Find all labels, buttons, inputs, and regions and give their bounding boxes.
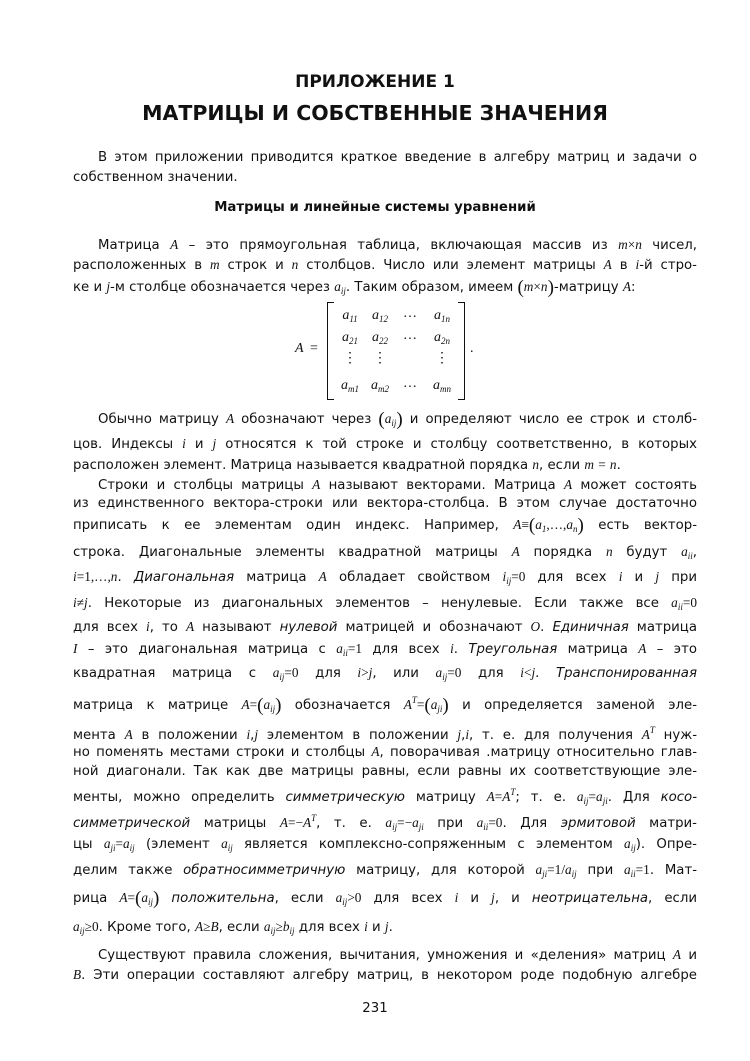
text-line: Обычно матрицу A обозначают через $(a_{ij})$ и определяют число ее строк и столб-	[98, 409, 697, 430]
matrix-cell: ⋮	[373, 351, 387, 366]
matrix-cell: $a_{21}$	[342, 330, 358, 346]
intro-line-2: собственном значении.	[73, 170, 238, 185]
text-line: симметрической матрицы $A=-A^T$, т. е. $a_{ij}=-a_{ji}$ при $a_{ii}=0$. Для эрмитовой матри-	[73, 813, 697, 832]
matrix-cell: $a_{mn}$	[433, 378, 451, 394]
matrix-lhs: A	[295, 341, 304, 356]
text-line: матрица к матрице $A=(a_{ij})$ обозначается $A^T=(a_{ji})$ и определяется заменой эле-	[73, 695, 697, 716]
text-line: расположенных в m строк и n столбцов. Число или элемент матрицы A в i-й стро-	[73, 257, 697, 273]
text-line: расположен элемент. Матрица называется квадратной порядка n, если m = n.	[73, 457, 621, 473]
matrix-cell: $a_{1n}$	[434, 308, 450, 324]
text-line: $a_{ij}\ge 0$. Кроме того, A≥B, если $a_{ij}\ge b_{ij}$ для всех i и j.	[73, 919, 393, 936]
text-line: менты, можно определить симметрическую матрицу $A=A^T$; т. е. $a_{ij}=a_{ji}$. Для косо-	[73, 787, 697, 806]
text-line: Существуют правила сложения, вычитания, умножения и «деления» матриц A и	[98, 947, 697, 963]
matrix-cell: $a_{11}$	[342, 308, 358, 324]
matrix-cell: …	[403, 328, 417, 343]
matrix-cell: $a_{22}$	[372, 330, 388, 346]
intro-line-1: В этом приложении приводится краткое введение в алгебру матриц и задачи о	[98, 150, 697, 165]
text-line: для всех i, то A называют нулевой матрицей и обозначают O. Единичная матрица	[73, 619, 698, 635]
text-line: цов. Индексы i и j относятся к той строке и столбцу соответственно, в которых	[73, 436, 697, 452]
text-line: цы $a_{ji}=a_{ij}$ (элемент $a_{ij}$ является комплексно-сопряженным с элементом $a_{ij}$). Опре-	[73, 836, 697, 853]
text-line: Матрица A – это прямоугольная таблица, включающая массив из m×n чисел,	[98, 237, 698, 253]
matrix-cell: $a_{m2}$	[371, 378, 389, 394]
section-heading: Матрицы и линейные системы уравнений	[214, 200, 536, 215]
text-line: i≠j. Некоторые из диагональных элементов – ненулевые. Если также все $a_{ii}=0$	[73, 595, 697, 612]
text-line: i=1,…,n. Диагональная матрица A обладает свойством $i_{ij}=0$ для всех i и j при	[73, 569, 697, 586]
matrix-cell: …	[403, 306, 417, 321]
matrix-cell: $a_{12}$	[372, 308, 388, 324]
matrix-cell: …	[403, 376, 417, 391]
matrix-display	[295, 300, 495, 400]
page-number: 231	[362, 1001, 388, 1016]
text-line: Строки и столбцы матрицы A называют векторами. Матрица A может состоять	[98, 477, 697, 493]
page-title: МАТРИЦЫ И СОБСТВЕННЫЕ ЗНАЧЕНИЯ	[142, 101, 608, 125]
text-line: квадратная матрица с $a_{ij}=0$ для i>j, или $a_{ij}=0$ для i<j. Транспонированная	[73, 665, 697, 682]
matrix-cell: $a_{2n}$	[434, 330, 450, 346]
text-line: мента A в положении i,j элементом в положении j,i, т. е. для получения $A^T$ нуж-	[73, 725, 698, 743]
matrix-cell: $a_{m1}$	[341, 378, 359, 394]
matrix-cell: ⋮	[435, 351, 449, 366]
right-bracket	[458, 302, 465, 400]
text-line: B. Эти операции составляют алгебру матриц, в некотором роде подобную алгебре	[73, 967, 697, 983]
text-line: из единственного вектора-строки или вектора-столбца. В этом случае достаточно	[73, 496, 697, 511]
text-line: делим также обратносимметричную матрицу, для которой $a_{ji}=1/a_{ij}$ при $a_{ii}=1$. Мат-	[73, 862, 697, 879]
text-line: ке и j-м столбце обозначается через $a_{ij}$. Таким образом, имеем (m×n)-матрицу A:	[73, 277, 636, 298]
matrix-cell: ⋮	[343, 351, 357, 366]
text-line: I – это диагональная матрица с $a_{ii}=1$ для всех i. Треугольная матрица A – это	[73, 641, 697, 658]
matrix-eq: =	[310, 341, 318, 356]
matrix-period: .	[470, 341, 474, 356]
text-line: приписать к ее элементам один индекс. Например, $A\equiv(a_1,\dots,a_n)$ есть вектор-	[73, 515, 697, 536]
text-line: ной диагонали. Так как две матрицы равны, если равны их соответствующие эле-	[73, 764, 697, 779]
text-line: строка. Диагональные элементы квадратной матрицы A порядка n будут $a_{ii}$,	[73, 544, 697, 561]
text-line: рица $A=(a_{ij})$ положительна, если $a_{ij}>0$ для всех i и j, и неотрицательна, если	[73, 888, 697, 909]
text-line: но поменять местами строки и столбцы A, поворачивая .матрицу относительно глав-	[73, 744, 697, 760]
appendix-label: ПРИЛОЖЕНИЕ 1	[295, 72, 455, 92]
